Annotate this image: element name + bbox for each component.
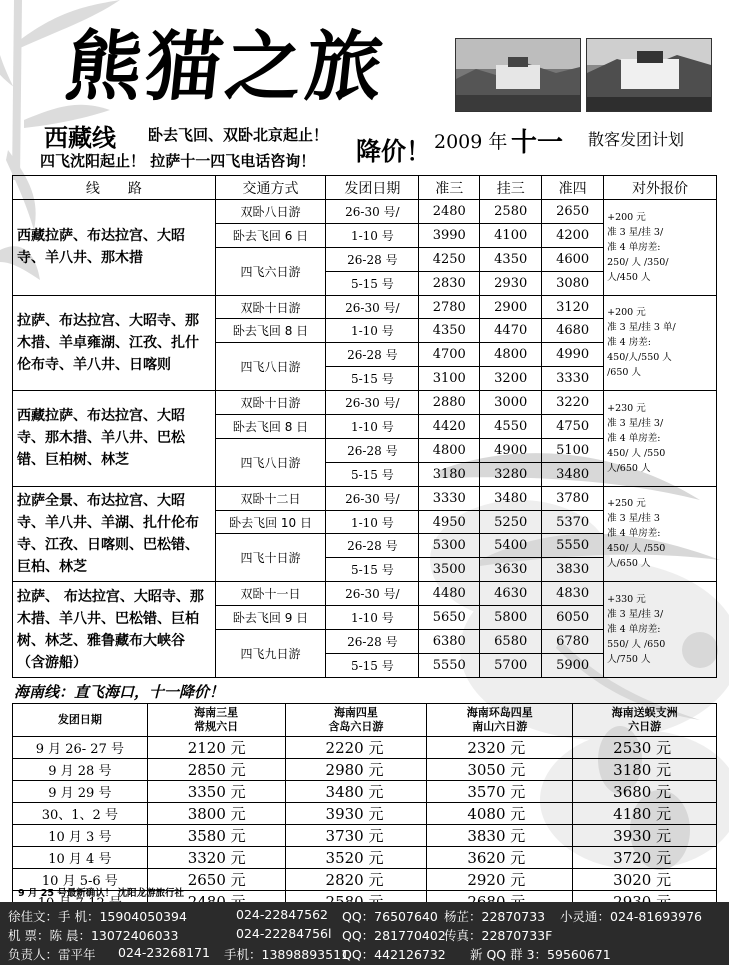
- col-header-transport: 交通方式: [215, 176, 326, 200]
- price-std3-cell: 2480: [419, 200, 480, 224]
- price-std3-cell: 6380: [419, 630, 480, 654]
- transport-cell: 双卧十日游: [215, 295, 326, 319]
- date-cell: 1-10 号: [326, 319, 419, 343]
- transport-cell: 卧去飞回 9 日: [215, 606, 326, 630]
- hainan-price-cell: 3320 元: [147, 847, 285, 869]
- contact-text: 小灵通：024-81693976: [560, 909, 702, 924]
- price-std3-cell: 3100: [419, 367, 480, 391]
- quote-cell: [604, 200, 717, 296]
- quote-line: 450/人/550 人: [607, 352, 672, 364]
- price-std3-cell: 2880: [419, 391, 480, 415]
- tibet-route-desc-2: 四飞沈阳起止！ 拉萨十一四飞电话咨询！: [40, 152, 316, 170]
- quote-line: 准 3 星/挂 3 单/: [607, 322, 676, 334]
- price-std4-cell: 6050: [542, 606, 604, 630]
- transport-cell: 四飞八日游: [215, 438, 326, 486]
- hainan-price-cell: 3480 元: [285, 781, 427, 803]
- price-std3-cell: 4350: [419, 319, 480, 343]
- quote-line: 准 4 单房差:: [607, 241, 661, 253]
- price-std4-cell: 4600: [542, 247, 604, 271]
- price-std4-cell: 3330: [542, 367, 604, 391]
- hainan-price-cell: 3930 元: [573, 825, 717, 847]
- quote-line: +230 元: [607, 402, 646, 414]
- table-row: [13, 847, 717, 869]
- table-row: [13, 391, 717, 415]
- price-hang3-cell: 5250: [480, 510, 542, 534]
- quote-line: 准 4 房差:: [607, 337, 651, 349]
- quote-line: +250 元: [607, 498, 646, 510]
- contact-text: 负责人：雷平年: [8, 947, 96, 962]
- date-cell: 26-30 号/: [326, 295, 419, 319]
- price-std4-cell: 3780: [542, 486, 604, 510]
- price-std3-cell: 3990: [419, 223, 480, 247]
- quote-line: 人/750 人: [607, 654, 651, 666]
- transport-cell: 四飞十日游: [215, 534, 326, 582]
- contact-text: QQ：76507640: [342, 909, 438, 924]
- route-cell: 拉萨、布达拉宫、大昭寺、那木措、羊卓雍湖、江孜、扎什伦布寺、羊八井、日喀则: [13, 295, 216, 391]
- tibet-route-desc-1: 卧去飞回、双卧北京起止！: [148, 126, 329, 144]
- hainan-price-cell: 3020 元: [573, 869, 717, 891]
- tibet-route-label: 西藏线: [44, 124, 116, 152]
- transport-cell: 四飞六日游: [215, 247, 326, 295]
- price-std4-cell: 4990: [542, 343, 604, 367]
- price-std4-cell: 3220: [542, 391, 604, 415]
- price-hang3-cell: 3480: [480, 486, 542, 510]
- quote-line: 准 3 星/挂 3/: [607, 609, 664, 621]
- table-row: [13, 582, 717, 606]
- transport-cell: 双卧十一日: [215, 582, 326, 606]
- price-hang3-cell: 3630: [480, 558, 542, 582]
- price-std4-cell: 4750: [542, 415, 604, 439]
- date-cell: 26-28 号: [326, 534, 419, 558]
- table-row: [13, 825, 717, 847]
- date-cell: 1-10 号: [326, 223, 419, 247]
- transport-cell: 卧去飞回 8 日: [215, 415, 326, 439]
- tibet-price-table: [12, 175, 717, 678]
- hainan-price-cell: 3570 元: [427, 781, 573, 803]
- price-hang3-cell: 2580: [480, 200, 542, 224]
- date-cell: 1-10 号: [326, 606, 419, 630]
- plan-year: 2009 年: [434, 131, 508, 153]
- contact-text: 024-23268171: [118, 945, 210, 960]
- hainan-col-header: 海南送蜈支洲 六日游: [573, 704, 717, 737]
- quote-line: 准 4 单房差:: [607, 528, 661, 540]
- price-hang3-cell: 4800: [480, 343, 542, 367]
- hainan-date-cell: 9 月 26- 27 号: [13, 737, 148, 759]
- hainan-price-cell: 3580 元: [147, 825, 285, 847]
- hainan-price-cell: 3830 元: [427, 825, 573, 847]
- date-cell: 26-30 号/: [326, 391, 419, 415]
- price-std3-cell: 5300: [419, 534, 480, 558]
- table-row: [13, 803, 717, 825]
- date-cell: 26-28 号: [326, 247, 419, 271]
- quote-cell: [604, 295, 717, 391]
- price-hang3-cell: 3200: [480, 367, 542, 391]
- hainan-price-cell: 3720 元: [573, 847, 717, 869]
- date-cell: 26-30 号/: [326, 200, 419, 224]
- hainan-price-cell: 3680 元: [573, 781, 717, 803]
- price-std4-cell: 3120: [542, 295, 604, 319]
- price-std4-cell: 6780: [542, 630, 604, 654]
- hainan-col-header: 海南三星 常规六日: [147, 704, 285, 737]
- transport-cell: 四飞八日游: [215, 343, 326, 391]
- transport-cell: 卧去飞回 10 日: [215, 510, 326, 534]
- quote-line: 准 3 星/挂 3/: [607, 226, 664, 238]
- hainan-price-cell: 2120 元: [147, 737, 285, 759]
- quote-line: 人/650 人: [607, 462, 651, 474]
- confirm-note: 9 月 25 号最新确认！ 沈阳龙游旅行社: [18, 888, 185, 899]
- table-row: [13, 781, 717, 803]
- table-row: [13, 737, 717, 759]
- price-std4-cell: 3480: [542, 462, 604, 486]
- table-row: [13, 295, 717, 319]
- price-std4-cell: 5370: [542, 510, 604, 534]
- price-hang3-cell: 2930: [480, 271, 542, 295]
- hainan-price-cell: 4080 元: [427, 803, 573, 825]
- col-header-date: 发团日期: [326, 176, 419, 200]
- price-hang3-cell: 5400: [480, 534, 542, 558]
- date-cell: 26-28 号: [326, 343, 419, 367]
- route-cell: 拉萨全景、布达拉宫、大昭寺、羊八井、羊湖、扎什伦布寺、江孜、日喀则、巴松错、巨柏、林芝: [13, 486, 216, 582]
- price-std3-cell: 2830: [419, 271, 480, 295]
- contact-text: 新 QQ 群 3：59560671: [470, 947, 611, 962]
- quote-cell: [604, 486, 717, 582]
- quote-cell: [604, 582, 717, 678]
- price-hang3-cell: 4350: [480, 247, 542, 271]
- date-cell: 5-15 号: [326, 271, 419, 295]
- transport-cell: 双卧八日游: [215, 200, 326, 224]
- price-hang3-cell: 6580: [480, 630, 542, 654]
- quote-line: 250/ 人 /350/: [607, 256, 669, 268]
- quote-line: /650 人: [607, 367, 641, 379]
- hainan-price-cell: 3180 元: [573, 759, 717, 781]
- hainan-date-cell: 10 月 3 号: [13, 825, 148, 847]
- transport-cell: 双卧十二日: [215, 486, 326, 510]
- date-cell: 26-30 号/: [326, 486, 419, 510]
- transport-cell: 卧去飞回 6 日: [215, 223, 326, 247]
- price-std4-cell: 5900: [542, 653, 604, 677]
- price-std4-cell: 3830: [542, 558, 604, 582]
- price-hang3-cell: 4900: [480, 438, 542, 462]
- route-cell: 西藏拉萨、布达拉宫、大昭寺、那木措、羊八井、巴松错、巨柏树、林芝: [13, 391, 216, 487]
- hainan-date-cell: 10 月 5-6 号: [13, 869, 148, 891]
- quote-line: +330 元: [607, 594, 646, 606]
- hainan-price-table: [12, 703, 717, 913]
- price-hang3-cell: 3280: [480, 462, 542, 486]
- col-header-quote: 对外报价: [604, 176, 717, 200]
- date-cell: 5-15 号: [326, 367, 419, 391]
- transport-cell: 四飞九日游: [215, 630, 326, 678]
- contact-text: 徐佳文：手 机：15904050394: [8, 909, 187, 924]
- price-std4-cell: 2650: [542, 200, 604, 224]
- contact-text: 传真：22870733F: [444, 928, 553, 943]
- hainan-date-cell: 9 月 28 号: [13, 759, 148, 781]
- price-std3-cell: 4950: [419, 510, 480, 534]
- col-header-hang3: 挂三: [480, 176, 542, 200]
- date-cell: 26-30 号/: [326, 582, 419, 606]
- price-std3-cell: 4480: [419, 582, 480, 606]
- contact-text: 024-22284756l: [236, 926, 332, 941]
- hainan-price-cell: 3520 元: [285, 847, 427, 869]
- price-hang3-cell: 5700: [480, 653, 542, 677]
- price-std3-cell: 4800: [419, 438, 480, 462]
- hainan-table-header-row: [13, 704, 717, 737]
- quote-line: 准 4 单房差:: [607, 432, 661, 444]
- route-cell: 西藏拉萨、布达拉宫、大昭寺、羊八井、那木措: [13, 200, 216, 296]
- page-title: 熊猫之旅: [61, 22, 391, 111]
- transport-cell: 双卧十日游: [215, 391, 326, 415]
- hainan-price-cell: 3050 元: [427, 759, 573, 781]
- price-std4-cell: 5550: [542, 534, 604, 558]
- contact-text: QQ：281770402: [342, 928, 446, 943]
- col-header-std4: 准四: [542, 176, 604, 200]
- price-std4-cell: 4680: [542, 319, 604, 343]
- table-row: [13, 759, 717, 781]
- price-std3-cell: 4420: [419, 415, 480, 439]
- date-cell: 5-15 号: [326, 558, 419, 582]
- table-row: [13, 486, 717, 510]
- hainan-price-cell: 2530 元: [573, 737, 717, 759]
- hainan-price-cell: 2920 元: [427, 869, 573, 891]
- date-cell: 5-15 号: [326, 462, 419, 486]
- hainan-col-header: 发团日期: [13, 704, 148, 737]
- route-cell: 拉萨、 布达拉宫、大昭寺、那木措、羊八井、巴松错、巨柏树、林芝、雅鲁藏布大峡谷（含游船）: [13, 582, 216, 678]
- quote-line: 准 4 单房差:: [607, 624, 661, 636]
- date-cell: 26-28 号: [326, 630, 419, 654]
- hainan-price-cell: 4180 元: [573, 803, 717, 825]
- price-std3-cell: 3180: [419, 462, 480, 486]
- price-hang3-cell: 4100: [480, 223, 542, 247]
- plan-holiday: 十一: [511, 128, 564, 158]
- contact-text: 机 票：陈 晨：13072406033: [8, 928, 179, 943]
- price-std3-cell: 3500: [419, 558, 480, 582]
- price-std4-cell: 3080: [542, 271, 604, 295]
- date-cell: 1-10 号: [326, 510, 419, 534]
- table-row: [13, 200, 717, 224]
- price-std4-cell: 4830: [542, 582, 604, 606]
- price-hang3-cell: 3000: [480, 391, 542, 415]
- hainan-price-cell: 2320 元: [427, 737, 573, 759]
- price-std3-cell: 5650: [419, 606, 480, 630]
- contact-text: QQ：442126732: [342, 947, 446, 962]
- contact-text: 024-22847562: [236, 907, 328, 922]
- hainan-route-title: 海南线：直飞海口，十一降价！: [14, 683, 225, 701]
- hainan-price-cell: 3930 元: [285, 803, 427, 825]
- price-hang3-cell: 4550: [480, 415, 542, 439]
- hainan-date-cell: 9 月 29 号: [13, 781, 148, 803]
- plan-title: 散客发团计划: [588, 130, 685, 149]
- quote-line: 准 3 星/挂 3: [607, 513, 660, 525]
- price-std3-cell: 4700: [419, 343, 480, 367]
- price-hang3-cell: 4470: [480, 319, 542, 343]
- quote-line: 550/ 人 /650: [607, 639, 666, 651]
- quote-line: 准 3 星/挂 3/: [607, 417, 664, 429]
- contact-text: 杨芷：22870733: [444, 909, 546, 924]
- hainan-price-cell: 2820 元: [285, 869, 427, 891]
- tibet-table-header-row: [13, 176, 717, 200]
- hainan-price-cell: 3730 元: [285, 825, 427, 847]
- price-std4-cell: 5100: [542, 438, 604, 462]
- date-cell: 5-15 号: [326, 653, 419, 677]
- potala-palace-photo: [455, 38, 581, 112]
- hainan-col-header: 海南四星 含岛六日游: [285, 704, 427, 737]
- transport-cell: 卧去飞回 8 日: [215, 319, 326, 343]
- hainan-price-cell: 3350 元: [147, 781, 285, 803]
- price-std3-cell: 5550: [419, 653, 480, 677]
- col-header-route: 线 路: [13, 176, 216, 200]
- hainan-date-cell: 10 月 4 号: [13, 847, 148, 869]
- date-cell: 26-28 号: [326, 438, 419, 462]
- potala-palace-photo-2: [586, 38, 712, 112]
- quote-cell: [604, 391, 717, 487]
- quote-line: 450/ 人 /550: [607, 447, 666, 459]
- price-std3-cell: 4250: [419, 247, 480, 271]
- hainan-price-cell: 2850 元: [147, 759, 285, 781]
- price-std4-cell: 4200: [542, 223, 604, 247]
- hainan-price-cell: 2980 元: [285, 759, 427, 781]
- quote-line: 450/ 人 /550: [607, 543, 666, 555]
- col-header-std3: 准三: [419, 176, 480, 200]
- price-std3-cell: 2780: [419, 295, 480, 319]
- price-hang3-cell: 5800: [480, 606, 542, 630]
- hainan-date-cell: 30、1、2 号: [13, 803, 148, 825]
- hainan-price-cell: 2220 元: [285, 737, 427, 759]
- hainan-price-cell: 3620 元: [427, 847, 573, 869]
- hainan-price-cell: 3800 元: [147, 803, 285, 825]
- hainan-col-header: 海南环岛四星 南山六日游: [427, 704, 573, 737]
- price-hang3-cell: 2900: [480, 295, 542, 319]
- quote-line: 人/450 人: [607, 271, 651, 283]
- quote-line: +200 元: [607, 307, 646, 319]
- quote-line: 人/650 人: [607, 558, 651, 570]
- price-hang3-cell: 4630: [480, 582, 542, 606]
- contact-footer: [0, 902, 729, 965]
- contact-text: 手机：13898893511: [224, 947, 349, 962]
- price-std3-cell: 3330: [419, 486, 480, 510]
- price-cut-label: 降价！: [356, 137, 432, 166]
- quote-line: +200 元: [607, 211, 646, 223]
- hainan-price-cell: 2650 元: [147, 869, 285, 891]
- date-cell: 1-10 号: [326, 415, 419, 439]
